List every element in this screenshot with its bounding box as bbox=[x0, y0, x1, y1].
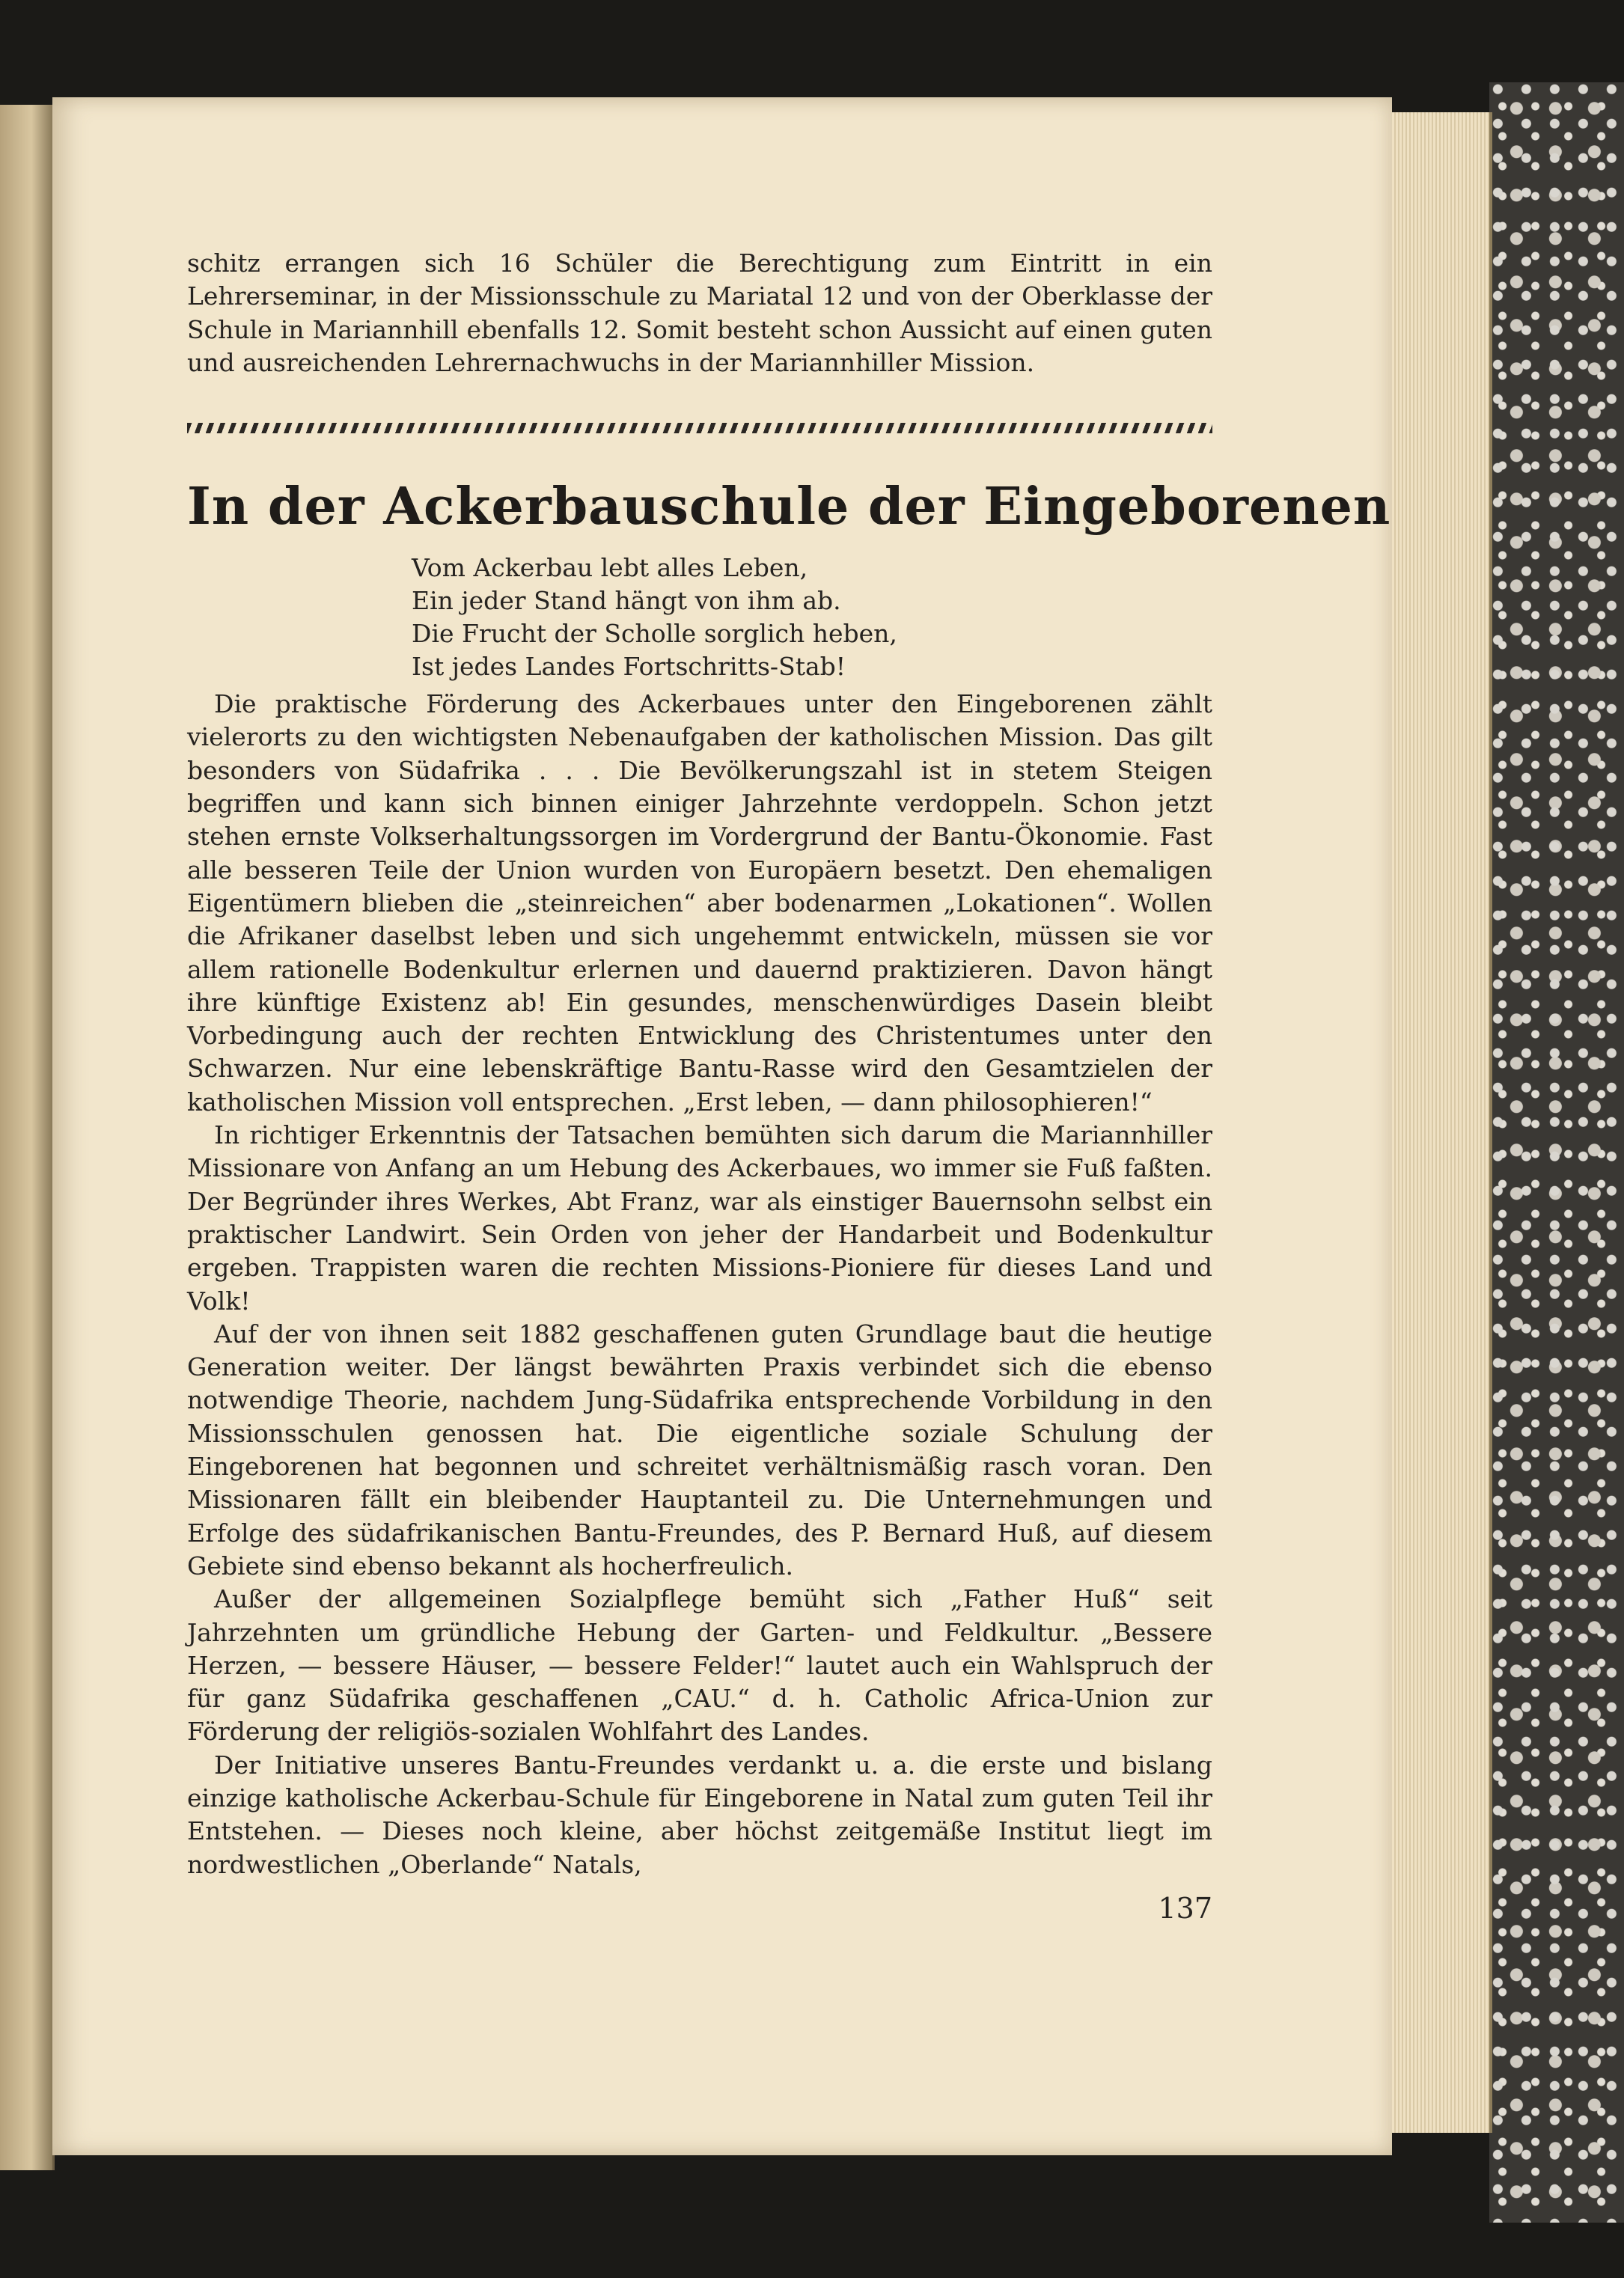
body-paragraph: Außer der allgemeinen Sozialpflege bemüht sich „Father Huß“ seit Jahrzehnten um gründliche Hebung der Garten- und Feldkultur. „Bessere Herzen, — bessere Häuser, — bessere Felder!“ lautet auch ein Wahlspruch der für ganz Südafrika geschaffenen „CAU.“ d. h. Catholic Africa-Union zur Förderung der religiös-sozialen Wohlfahrt des Landes. bbox=[187, 1584, 1212, 1747]
page-stack-edge bbox=[1377, 112, 1492, 2133]
body-paragraph: In richtiger Erkenntnis der Tatsachen bemühten sich darum die Mariannhiller Missionare von Anfang an um Hebung des Ackerbaues, wo immer sie Fuß faßten. Der Begründer ihres Werkes, Abt Franz, war als einstiger Bauernsohn selbst ein praktischer Landwirt. Sein Orden von jeher der Handarbeit und Bodenkultur ergeben. Trappisten waren die rechten Missions-Pioniere für dieses Land und Volk! bbox=[187, 1120, 1212, 1316]
epigraph-poem bbox=[412, 552, 1212, 683]
ornamental-separator bbox=[187, 379, 1212, 475]
page-footer bbox=[187, 1881, 1212, 1926]
book-cover-marbled bbox=[1489, 82, 1624, 2223]
page-number: 137 bbox=[1158, 1891, 1212, 1925]
left-page-edge bbox=[0, 105, 55, 2170]
poem-line: Die Frucht der Scholle sorglich heben, bbox=[412, 619, 897, 649]
body-paragraph: Der Initiative unseres Bantu-Freundes verdankt u. a. die erste und bislang einzige katholische Ackerbau-Schule für Eingeborene in Natal zum guten Teil ihr Entstehen. — Dieses noch kleine, aber höchst zeitgemäße Institut liegt im nordwestlichen „Oberlande“ Natals, bbox=[187, 1750, 1212, 1879]
book-page bbox=[52, 97, 1392, 2155]
article-title: In der Ackerbauschule der Eingeborenen bbox=[187, 477, 1391, 537]
poem-line: Ist jedes Landes Fortschritts-Stab! bbox=[412, 652, 846, 682]
body-paragraph: Auf der von ihnen seit 1882 geschaffenen guten Grundlage baut die heutige Generation weiter. Der längst bewährten Praxis verbindet sich die ebenso notwendige Theorie, nachdem Jung-Südafrika entsprechende Vorbildung in den Missionsschulen genossen hat. Die eigentliche soziale Schulung der Eingeborenen hat begonnen und schreitet verhältnismäßig rasch voran. Den Missionaren fällt ein bleibender Hauptanteil zu. Die Unternehmungen und Erfolge des südafrikanischen Bantu-Freundes, des P. Bernard Huß, auf diesem Gebiete sind ebenso bekannt als hocherfreulich. bbox=[187, 1319, 1212, 1581]
poem-line: Ein jeder Stand hängt von ihm ab. bbox=[412, 586, 841, 616]
separator-ornament bbox=[187, 423, 1212, 433]
poem-line: Vom Ackerbau lebt alles Leben, bbox=[412, 553, 808, 583]
body-paragraph: Die praktische Förderung des Ackerbaues unter den Eingeborenen zählt vielerorts zu den wichtigsten Nebenaufgaben der katholischen Mission. Das gilt besonders von Südafrika . . . Die Bevölkerungszahl ist in stetem Steigen begriffen und kann sich binnen einiger Jahrzehnte verdoppeln. Schon jetzt stehen ernste Volkserhaltungssorgen im Vordergrund der Bantu-Ökonomie. Fast alle besseren Teile der Union wurden von Europäern besetzt. Den ehemaligen Eigentümern blieben die „steinreichen“ aber bodenarmen „Lokationen“. Wollen die Afrikaner daselbst leben und sich ungehemmt entwickeln, müssen sie vor allem rationelle Bodenkultur erlernen und dauernd praktizieren. Davon hängt ihre künftige Existenz ab! Ein gesundes, menschenwürdiges Dasein bleibt Vorbedingung auch der rechten Entwicklung des Christentumes unter den Schwarzen. Nur eine lebenskräftige Bantu-Rasse wird den Gesamtzielen der katholischen Mission voll entsprechen. „Erst leben, — dann philosophieren!“ bbox=[187, 689, 1212, 1117]
page-content bbox=[187, 247, 1391, 1926]
intro-paragraph: schitz errangen sich 16 Schüler die Berechtigung zum Eintritt in ein Lehrerseminar, in der Missionsschule zu Mariatal 12 und von der Oberklasse der Schule in Mariannhill ebenfalls 12. Somit besteht schon Aussicht auf einen guten und ausreichenden Lehrernachwuchs in der Mariannhiller Mission. bbox=[187, 248, 1212, 377]
